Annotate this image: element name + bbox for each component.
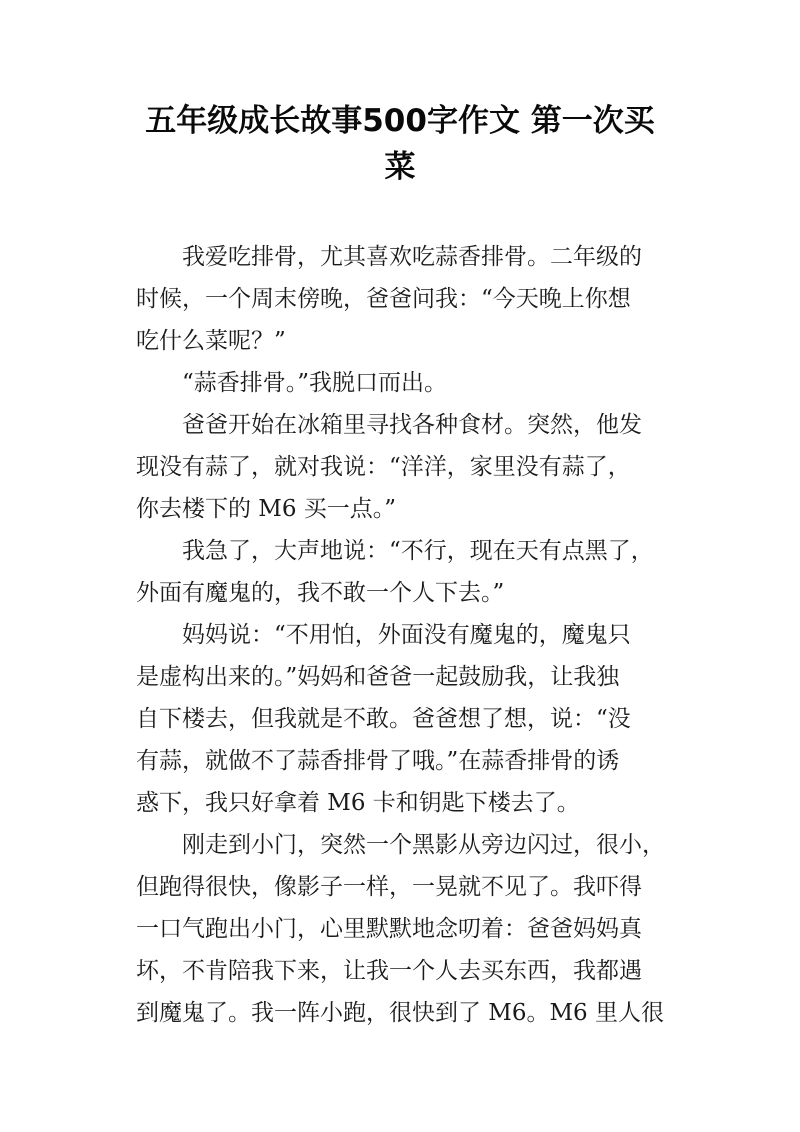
body-line: 坏，不肯陪我下来，让我一个人去买东西，我都遇 <box>136 958 642 984</box>
title-line-2: 菜 <box>384 149 416 185</box>
body-line: 刚走到小门，突然一个黑影从旁边闪过，很小， <box>182 832 665 858</box>
body-line: 你去楼下的 M6 买一点。” <box>136 496 397 522</box>
body-line: 有蒜，就做不了蒜香排骨了哦。”在蒜香排骨的诱 <box>136 748 620 774</box>
document-title <box>100 98 700 190</box>
body-line: 自下楼去，但我就是不敢。爸爸想了想，说：“没 <box>136 706 631 732</box>
title-line-1: 五年级成长故事500字作文 第一次买 <box>145 103 655 139</box>
body-line: 爸爸开始在冰箱里寻找各种食材。突然，他发 <box>182 412 642 438</box>
body-line: 妈妈说：“不用怕，外面没有魔鬼的，魔鬼只 <box>182 622 631 648</box>
document-body <box>136 236 681 1034</box>
body-line: 一口气跑出小门，心里默默地念叨着：爸爸妈妈真 <box>136 916 642 942</box>
body-line: 我爱吃排骨，尤其喜欢吃蒜香排骨。二年级的 <box>182 244 642 270</box>
body-line: 到魔鬼了。我一阵小跑，很快到了 M6。M6 里人很 <box>136 1000 664 1026</box>
body-line: 时候，一个周末傍晚，爸爸问我：“今天晚上你想 <box>136 286 631 312</box>
body-line: “蒜香排骨。”我脱口而出。 <box>182 370 448 396</box>
body-line: 外面有魔鬼的，我不敢一个人下去。” <box>136 580 505 606</box>
body-line: 但跑得很快，像影子一样，一晃就不见了。我吓得 <box>136 874 642 900</box>
body-line: 惑下，我只好拿着 M6 卡和钥匙下楼去了。 <box>136 790 580 816</box>
body-line: 现没有蒜了，就对我说：“洋洋，家里没有蒜了， <box>136 454 631 480</box>
body-line: 我急了，大声地说：“不行，现在天有点黑了， <box>182 538 654 564</box>
body-line: 吃什么菜呢？” <box>136 328 286 354</box>
body-line: 是虚构出来的。”妈妈和爸爸一起鼓励我，让我独 <box>136 664 620 690</box>
